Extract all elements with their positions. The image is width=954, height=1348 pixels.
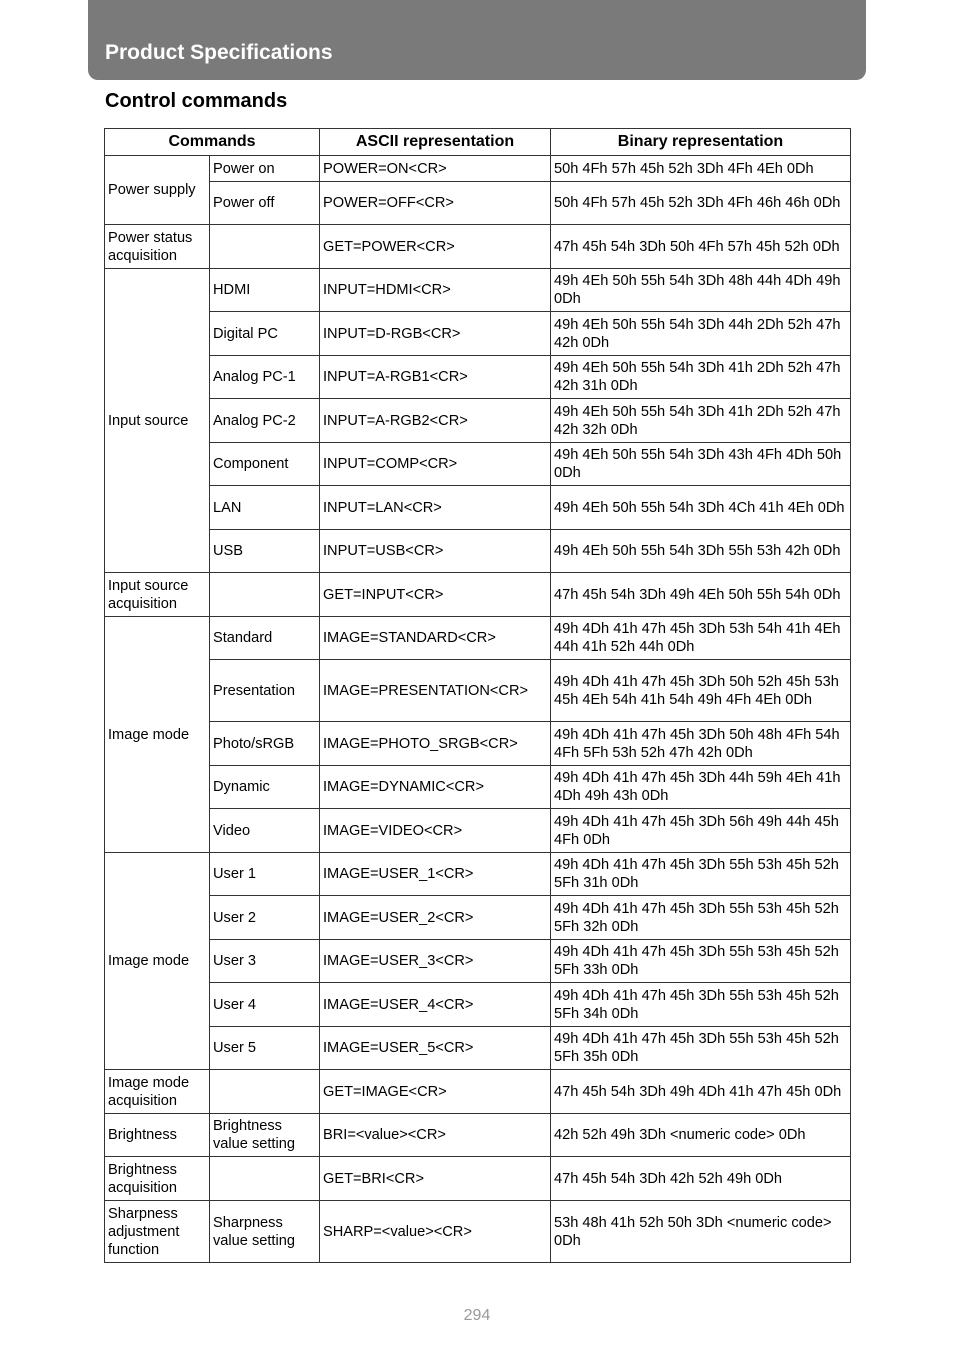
ascii-cell: GET=INPUT<CR> <box>320 573 551 617</box>
binary-cell: 47h 45h 54h 3Dh 42h 52h 49h 0Dh <box>551 1157 851 1201</box>
ascii-cell: IMAGE=USER_5<CR> <box>320 1027 551 1070</box>
binary-cell: 49h 4Dh 41h 47h 45h 3Dh 55h 53h 45h 52h 5Fh 32h 0Dh <box>551 896 851 940</box>
command-sub-cell: User 2 <box>210 896 320 940</box>
binary-cell: 53h 48h 41h 52h 50h 3Dh <numeric code> 0Dh <box>551 1201 851 1263</box>
table-row <box>105 269 851 312</box>
table-row <box>105 1201 851 1263</box>
table-row <box>105 225 851 269</box>
table-row <box>105 399 851 443</box>
table-row <box>105 983 851 1027</box>
table-row <box>105 156 851 182</box>
command-sub-cell <box>210 1157 320 1201</box>
ascii-cell: IMAGE=USER_4<CR> <box>320 983 551 1027</box>
command-sub-cell: Power off <box>210 182 320 225</box>
ascii-cell: INPUT=HDMI<CR> <box>320 269 551 312</box>
binary-cell: 47h 45h 54h 3Dh 50h 4Fh 57h 45h 52h 0Dh <box>551 225 851 269</box>
header-bar <box>88 0 866 80</box>
table-row <box>105 660 851 722</box>
column-header-ascii: ASCII representation <box>320 129 551 156</box>
ascii-cell: IMAGE=STANDARD<CR> <box>320 617 551 660</box>
ascii-cell: INPUT=A-RGB2<CR> <box>320 399 551 443</box>
table-row <box>105 486 851 530</box>
binary-cell: 50h 4Fh 57h 45h 52h 3Dh 4Fh 46h 46h 0Dh <box>551 182 851 225</box>
column-header-commands: Commands <box>105 129 320 156</box>
ascii-cell: SHARP=<value><CR> <box>320 1201 551 1263</box>
ascii-cell: INPUT=USB<CR> <box>320 530 551 573</box>
ascii-cell: BRI=<value><CR> <box>320 1114 551 1157</box>
command-sub-cell: Analog PC-2 <box>210 399 320 443</box>
command-group-cell: Sharpness adjustment function <box>105 1201 210 1263</box>
command-sub-cell: Sharpness value setting <box>210 1201 320 1263</box>
ascii-cell: INPUT=D-RGB<CR> <box>320 312 551 356</box>
table-header-row <box>105 129 851 156</box>
command-group-cell: Image mode <box>105 853 210 1070</box>
binary-cell: 49h 4Dh 41h 47h 45h 3Dh 50h 52h 45h 53h 45h 4Eh 54h 41h 54h 49h 4Fh 4Eh 0Dh <box>551 660 851 722</box>
section-title: Control commands <box>105 90 288 112</box>
binary-cell: 47h 45h 54h 3Dh 49h 4Dh 41h 47h 45h 0Dh <box>551 1070 851 1114</box>
header-title: Product Specifications <box>105 41 333 64</box>
table-row <box>105 617 851 660</box>
binary-cell: 49h 4Eh 50h 55h 54h 3Dh 55h 53h 42h 0Dh <box>551 530 851 573</box>
table-row <box>105 896 851 940</box>
command-sub-cell: User 1 <box>210 853 320 896</box>
command-group-cell: Brightness <box>105 1114 210 1157</box>
binary-cell: 49h 4Dh 41h 47h 45h 3Dh 55h 53h 45h 52h 5Fh 34h 0Dh <box>551 983 851 1027</box>
table-row <box>105 312 851 356</box>
command-sub-cell <box>210 1070 320 1114</box>
command-group-cell: Power supply <box>105 156 210 225</box>
ascii-cell: IMAGE=USER_2<CR> <box>320 896 551 940</box>
table-row <box>105 940 851 983</box>
table-row <box>105 853 851 896</box>
command-sub-cell: Component <box>210 443 320 486</box>
table-row <box>105 443 851 486</box>
ascii-cell: POWER=ON<CR> <box>320 156 551 182</box>
command-sub-cell: LAN <box>210 486 320 530</box>
command-sub-cell: Analog PC-1 <box>210 356 320 399</box>
command-sub-cell: User 4 <box>210 983 320 1027</box>
page-number: 294 <box>463 1307 491 1324</box>
table-row <box>105 1070 851 1114</box>
column-header-binary: Binary representation <box>551 129 851 156</box>
binary-cell: 49h 4Dh 41h 47h 45h 3Dh 55h 53h 45h 52h 5Fh 35h 0Dh <box>551 1027 851 1070</box>
ascii-cell: IMAGE=PHOTO_SRGB<CR> <box>320 722 551 766</box>
ascii-cell: IMAGE=USER_1<CR> <box>320 853 551 896</box>
ascii-cell: INPUT=A-RGB1<CR> <box>320 356 551 399</box>
command-sub-cell: Power on <box>210 156 320 182</box>
table-row <box>105 182 851 225</box>
command-sub-cell: Dynamic <box>210 766 320 809</box>
binary-cell: 50h 4Fh 57h 45h 52h 3Dh 4Fh 4Eh 0Dh <box>551 156 851 182</box>
ascii-cell: GET=POWER<CR> <box>320 225 551 269</box>
binary-cell: 47h 45h 54h 3Dh 49h 4Eh 50h 55h 54h 0Dh <box>551 573 851 617</box>
table-row <box>105 573 851 617</box>
ascii-cell: IMAGE=PRESENTATION<CR> <box>320 660 551 722</box>
command-sub-cell: Video <box>210 809 320 853</box>
control-commands-table <box>104 128 851 1263</box>
ascii-cell: INPUT=COMP<CR> <box>320 443 551 486</box>
binary-cell: 49h 4Dh 41h 47h 45h 3Dh 55h 53h 45h 52h 5Fh 31h 0Dh <box>551 853 851 896</box>
command-sub-cell: Presentation <box>210 660 320 722</box>
binary-cell: 49h 4Dh 41h 47h 45h 3Dh 53h 54h 41h 4Eh 44h 41h 52h 44h 0Dh <box>551 617 851 660</box>
ascii-cell: POWER=OFF<CR> <box>320 182 551 225</box>
binary-cell: 49h 4Dh 41h 47h 45h 3Dh 44h 59h 4Eh 41h 4Dh 49h 43h 0Dh <box>551 766 851 809</box>
binary-cell: 49h 4Eh 50h 55h 54h 3Dh 4Ch 41h 4Eh 0Dh <box>551 486 851 530</box>
table-row <box>105 766 851 809</box>
table-row <box>105 1114 851 1157</box>
table-row <box>105 1027 851 1070</box>
table-row <box>105 722 851 766</box>
command-group-cell: Power status acquisition <box>105 225 210 269</box>
ascii-cell: GET=BRI<CR> <box>320 1157 551 1201</box>
ascii-cell: GET=IMAGE<CR> <box>320 1070 551 1114</box>
command-sub-cell: User 3 <box>210 940 320 983</box>
binary-cell: 49h 4Dh 41h 47h 45h 3Dh 50h 48h 4Fh 54h 4Fh 5Fh 53h 52h 47h 42h 0Dh <box>551 722 851 766</box>
ascii-cell: INPUT=LAN<CR> <box>320 486 551 530</box>
binary-cell: 49h 4Eh 50h 55h 54h 3Dh 44h 2Dh 52h 47h 42h 0Dh <box>551 312 851 356</box>
binary-cell: 49h 4Dh 41h 47h 45h 3Dh 55h 53h 45h 52h 5Fh 33h 0Dh <box>551 940 851 983</box>
command-group-cell: Input source <box>105 269 210 573</box>
table-row <box>105 356 851 399</box>
table-body <box>105 156 851 1263</box>
command-sub-cell <box>210 225 320 269</box>
ascii-cell: IMAGE=USER_3<CR> <box>320 940 551 983</box>
binary-cell: 49h 4Dh 41h 47h 45h 3Dh 56h 49h 44h 45h 4Fh 0Dh <box>551 809 851 853</box>
command-sub-cell: Digital PC <box>210 312 320 356</box>
table-row <box>105 530 851 573</box>
command-sub-cell: Standard <box>210 617 320 660</box>
ascii-cell: IMAGE=VIDEO<CR> <box>320 809 551 853</box>
binary-cell: 49h 4Eh 50h 55h 54h 3Dh 41h 2Dh 52h 47h 42h 32h 0Dh <box>551 399 851 443</box>
binary-cell: 42h 52h 49h 3Dh <numeric code> 0Dh <box>551 1114 851 1157</box>
command-sub-cell: Photo/sRGB <box>210 722 320 766</box>
command-group-cell: Image mode <box>105 617 210 853</box>
command-sub-cell: USB <box>210 530 320 573</box>
command-group-cell: Input source acquisition <box>105 573 210 617</box>
ascii-cell: IMAGE=DYNAMIC<CR> <box>320 766 551 809</box>
binary-cell: 49h 4Eh 50h 55h 54h 3Dh 48h 44h 4Dh 49h 0Dh <box>551 269 851 312</box>
binary-cell: 49h 4Eh 50h 55h 54h 3Dh 43h 4Fh 4Dh 50h 0Dh <box>551 443 851 486</box>
table-row <box>105 809 851 853</box>
command-sub-cell: HDMI <box>210 269 320 312</box>
table-row <box>105 1157 851 1201</box>
command-group-cell: Brightness acquisition <box>105 1157 210 1201</box>
command-sub-cell <box>210 573 320 617</box>
command-sub-cell: Brightness value setting <box>210 1114 320 1157</box>
binary-cell: 49h 4Eh 50h 55h 54h 3Dh 41h 2Dh 52h 47h 42h 31h 0Dh <box>551 356 851 399</box>
command-group-cell: Image mode acquisition <box>105 1070 210 1114</box>
command-sub-cell: User 5 <box>210 1027 320 1070</box>
